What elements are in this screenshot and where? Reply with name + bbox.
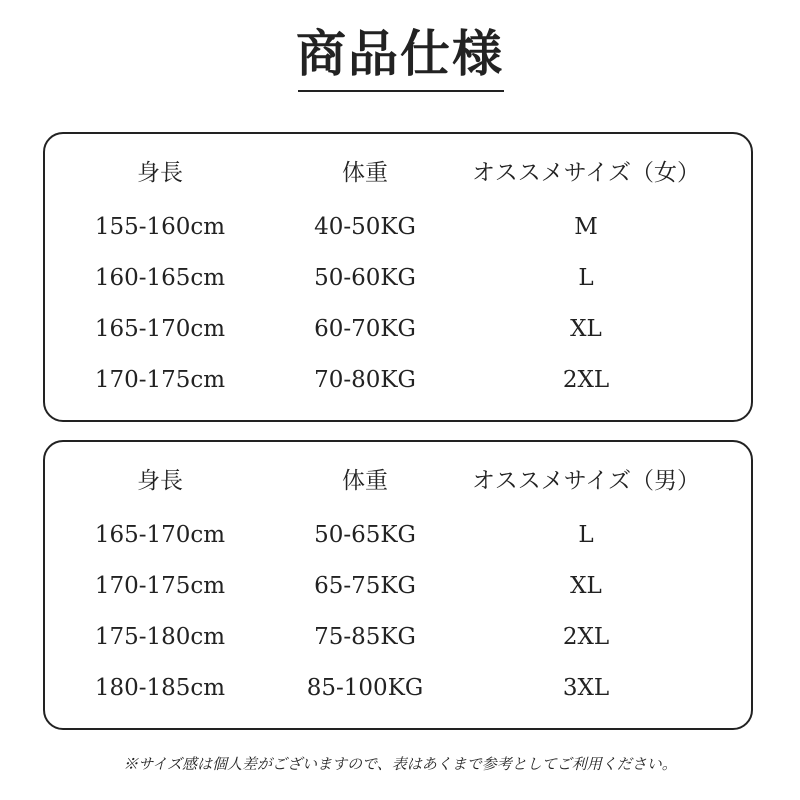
header-weight: 体重 (342, 468, 388, 494)
footnote: ※サイズ感は個人差がございますので、表はあくまで参考としてご利用ください。 (123, 755, 677, 773)
table-cell-weight: 40-50KG (314, 214, 416, 240)
header-height: 身長 (137, 160, 183, 186)
table-cell-height: 165-170cm (94, 522, 226, 548)
table-cell-size: L (578, 265, 594, 291)
table-cell-weight: 65-75KG (314, 573, 416, 599)
title-underline (298, 90, 504, 92)
table-cell-height: 170-175cm (94, 573, 226, 599)
table-cell-size: 3XL (562, 675, 610, 701)
table-cell-size: XL (570, 573, 602, 599)
header-height: 身長 (137, 468, 183, 494)
table-cell-weight: 50-60KG (314, 265, 416, 291)
table-cell-size: M (574, 214, 598, 240)
men-size-table (43, 440, 753, 730)
table-cell-height: 160-165cm (94, 265, 226, 291)
table-cell-weight: 75-85KG (314, 624, 416, 650)
header-recommended-size: オススメサイズ（男） (472, 468, 700, 494)
table-cell-height: 180-185cm (94, 675, 226, 701)
table-cell-height: 155-160cm (94, 214, 226, 240)
header-weight: 体重 (342, 160, 388, 186)
table-cell-size: 2XL (562, 367, 610, 393)
page-title: 商品仕様 (296, 24, 504, 83)
header-recommended-size: オススメサイズ（女） (472, 160, 700, 186)
table-cell-size: 2XL (562, 624, 610, 650)
table-cell-weight: 70-80KG (314, 367, 416, 393)
table-cell-height: 170-175cm (94, 367, 226, 393)
table-cell-weight: 60-70KG (314, 316, 416, 342)
table-cell-size: XL (570, 316, 602, 342)
table-cell-weight: 50-65KG (314, 522, 416, 548)
table-cell-height: 175-180cm (94, 624, 226, 650)
women-size-table (43, 132, 753, 422)
table-cell-size: L (578, 522, 594, 548)
table-cell-height: 165-170cm (94, 316, 226, 342)
table-cell-weight: 85-100KG (306, 675, 424, 701)
